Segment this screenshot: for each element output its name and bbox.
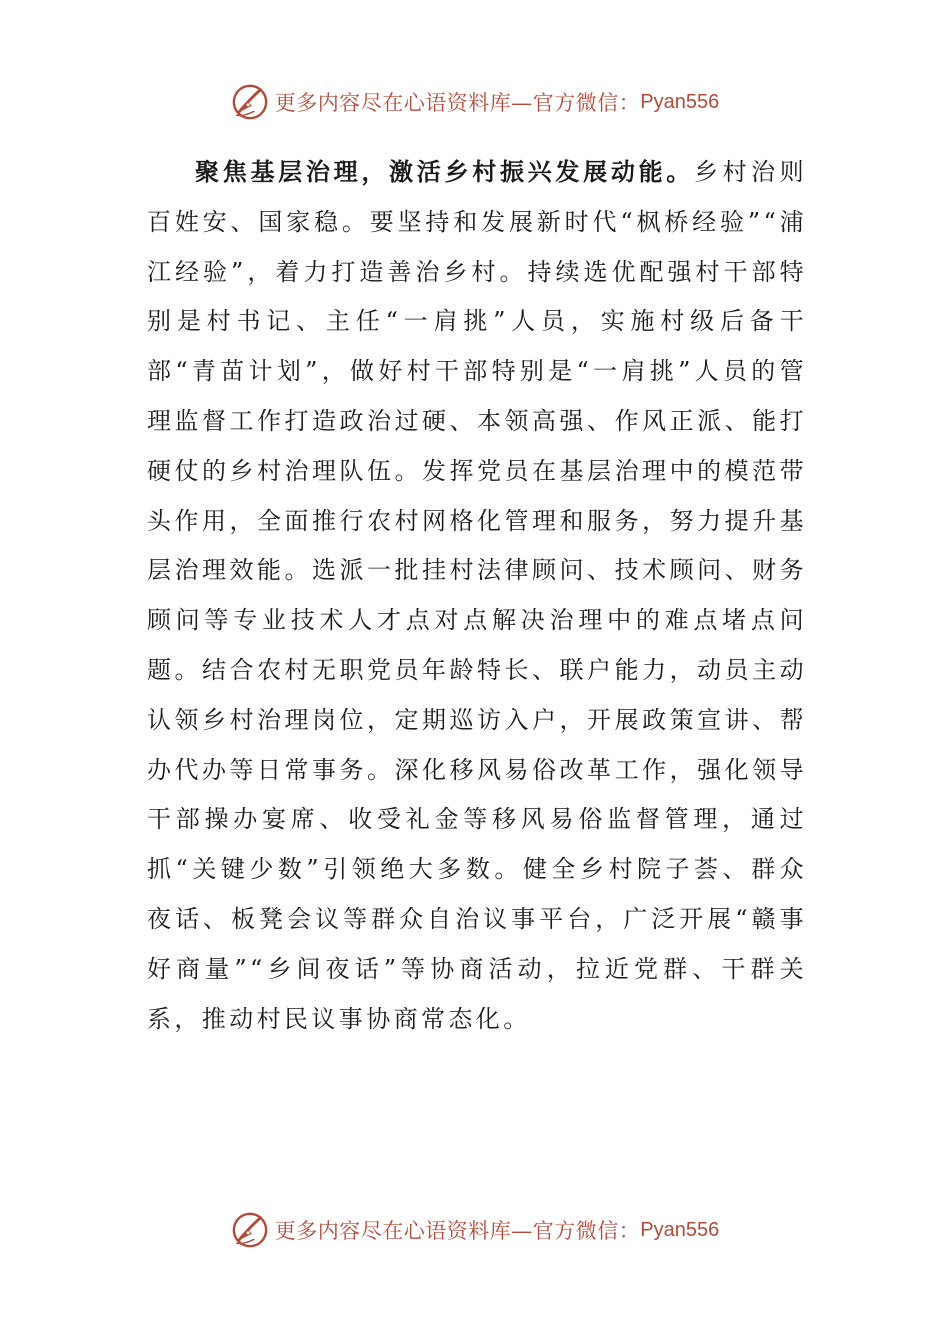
pen-nib-logo-icon: [231, 1211, 269, 1249]
header-banner: [0, 82, 950, 122]
header-brand-text: 更多内容尽在心语资料库—官方微信：: [274, 91, 641, 115]
header-wechat-id: Pyan556: [640, 90, 720, 113]
article-body: [147, 148, 807, 1044]
footer-banner: [0, 1210, 950, 1250]
paragraph-lead-heading: 聚焦基层治理，激活乡村振兴发展动能。: [195, 158, 695, 186]
footer-brand-text: 更多内容尽在心语资料库—官方微信：: [274, 1219, 641, 1243]
pen-nib-logo-icon: [231, 83, 269, 121]
paragraph-body-text: 乡村治则百姓安、国家稳。要坚持和发展新时代“枫桥经验”“浦江经验”，着力打造善治乡村。持续选优配强村干部特别是村书记、主任“一肩挑”人员，实施村级后备干部“青苗计划”，做好村干部特别是“一肩挑”人员的管理监督工作打造政治过硬、本领高强、作风正派、能打硬仗的乡村治理队伍。发挥党员在基层治理中的模范带头作用，全面推行农村网格化管理和服务，努力提升基层治理效能。选派一批挂村法律顾问、技术顾问、财务顾问等专业技术人才点对点解决治理中的难点堵点问题。结合农村无职党员年龄特长、联户能力，动员主动认领乡村治理岗位，定期巡访入户，开展政策宣讲、帮办代办等日常事务。深化移风易俗改革工作，强化领导干部操办宴席、收受礼金等移风易俗监督管理，通过抓“关键少数”引领绝大多数。健全乡村院子荟、群众夜话、板凳会议等群众自治议事平台，广泛开展“赣事好商量”“乡间夜话”等协商活动，拉近党群、干群关系，推动村民议事协商常态化。: [147, 158, 807, 1033]
footer-wechat-id: Pyan556: [640, 1218, 720, 1241]
article-paragraph: [147, 148, 807, 1044]
